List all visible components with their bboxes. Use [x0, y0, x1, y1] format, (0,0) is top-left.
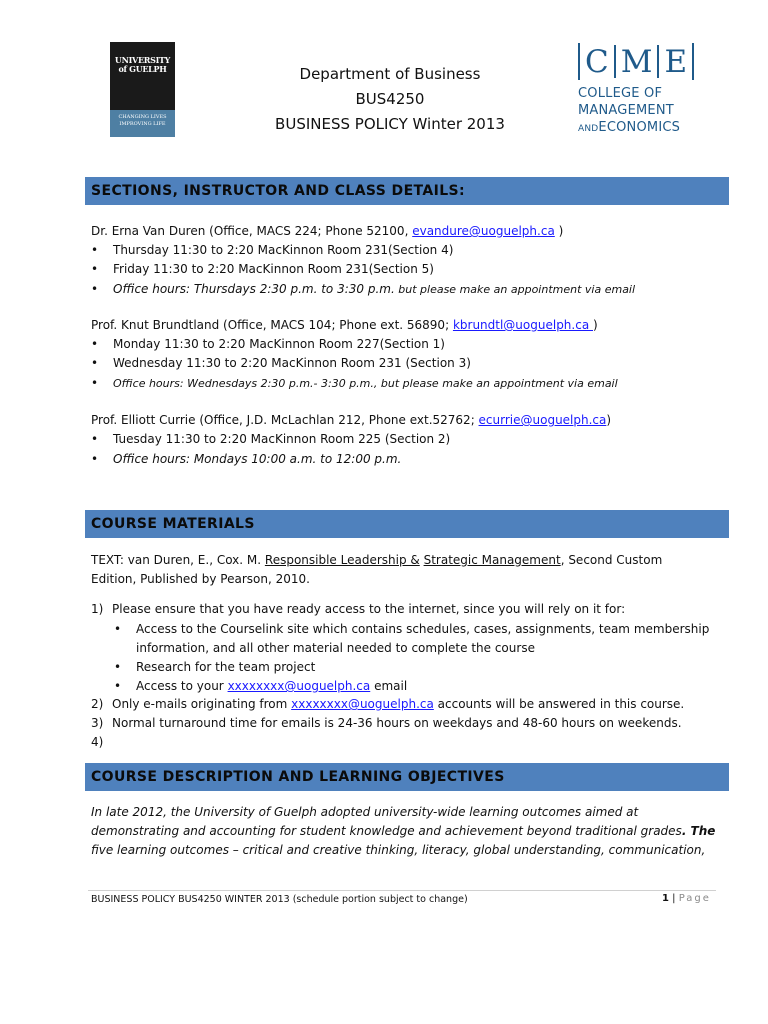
text-edition: , Second Custom: [560, 553, 663, 567]
numbered-item-4: [91, 733, 103, 752]
section-bar-instructors: SECTIONS, INSTRUCTOR AND CLASS DETAILS:: [85, 177, 729, 205]
footer-divider: [88, 890, 716, 891]
office-hours-label: Office hours: Thursdays 2:30 p.m. to 3:30 p.m.: [113, 282, 395, 296]
sub-item-text: Access to the Courselink site which contains schedules, cases, assignments, team membership: [136, 622, 710, 636]
logo-tagline: CHANGING LIVES IMPROVING LIFE: [118, 114, 167, 127]
numbered-item-2: [91, 695, 685, 714]
instructor-2-line: [91, 316, 598, 335]
email-link[interactable]: xxxxxxxx@uoguelph.ca: [227, 679, 371, 693]
section-bar-course-materials: COURSE MATERIALS: [85, 510, 729, 538]
cme-line-3: [578, 120, 680, 137]
item-post: accounts will be answered in this course.: [433, 697, 685, 711]
bullet: •: [91, 452, 99, 466]
book-title-part-2: Strategic Management: [423, 553, 561, 567]
bullet: •: [91, 243, 99, 257]
item-number: 2): [91, 697, 104, 711]
instructor-3-info: Prof. Elliott Currie (Office, J.D. McLachlan 212, Phone ext.52762;: [91, 413, 479, 427]
cme-and: AND: [578, 124, 599, 134]
bullet: •: [114, 660, 122, 674]
numbered-item-3: [91, 714, 682, 733]
textbook-line-2: Edition, Published by Pearson, 2010.: [91, 572, 310, 586]
instructor-3-line: [91, 411, 611, 430]
item-number: 4): [91, 735, 104, 749]
item-pre: Only e-mails originating from: [112, 697, 292, 711]
schedule-text: Wednesday 11:30 to 2:20 MacKinnon Room 231 (Section 3): [113, 356, 471, 370]
bullet: •: [91, 432, 99, 446]
item-number: 1): [91, 602, 104, 616]
department-title: Department of Business: [299, 65, 481, 83]
sub-item-pre: Access to your: [136, 679, 228, 693]
cme-letters-box: [578, 43, 694, 80]
bullet: •: [91, 356, 99, 370]
sub-item-text: Research for the team project: [136, 660, 316, 674]
numbered-item-1: [91, 600, 626, 619]
description-text: demonstrating and accounting for student knowledge and achievement beyond traditional grades: [91, 824, 682, 838]
page-separator: |: [668, 893, 679, 904]
page-number-value: 1: [662, 893, 669, 904]
office-hours-text: [113, 280, 635, 299]
item-number: 3): [91, 716, 104, 730]
description-line-2: [91, 822, 715, 841]
instructor-2-email-link[interactable]: kbrundtl@uoguelph.ca: [452, 318, 593, 332]
university-of-guelph-logo: [110, 42, 175, 137]
cme-line-2: MANAGEMENT: [578, 103, 674, 118]
instructor-3-email-link[interactable]: ecurrie@uoguelph.ca: [478, 413, 607, 427]
instructor-1-info: Dr. Erna Van Duren (Office, MACS 224; Phone 52100,: [91, 224, 413, 238]
item-text: Normal turnaround time for emails is 24-36 hours on weekdays and 48-60 hours on weekends.: [112, 716, 682, 730]
cme-line-1: COLLEGE OF: [578, 86, 663, 101]
footer-text: BUSINESS POLICY BUS4250 WINTER 2013 (schedule portion subject to change): [91, 894, 468, 905]
cme-logo: [578, 43, 693, 138]
instructor-1-line: [91, 222, 563, 241]
page-number: [662, 892, 711, 906]
schedule-text: Monday 11:30 to 2:20 MacKinnon Room 227(Section 1): [113, 337, 445, 351]
office-hours-text: Office hours: Wednesdays 2:30 p.m.- 3:30 p.m., but please make an appointment via email: [113, 377, 618, 390]
section-bar-course-description: COURSE DESCRIPTION AND LEARNING OBJECTIVES: [85, 763, 729, 791]
bullet: •: [91, 337, 99, 351]
office-hours-text: Office hours: Mondays 10:00 a.m. to 12:00 p.m.: [113, 452, 402, 466]
email-link[interactable]: xxxxxxxx@uoguelph.ca: [291, 697, 434, 711]
description-bold: . The: [681, 824, 716, 838]
bullet: •: [91, 376, 99, 390]
book-title-part-1: Responsible Leadership &: [264, 553, 420, 567]
cme-letter-e: E: [664, 43, 688, 80]
course-title: BUSINESS POLICY Winter 2013: [275, 115, 505, 133]
instructor-2-info: Prof. Knut Brundtland (Office, MACS 104; Phone ext. 56890;: [91, 318, 453, 332]
course-code: BUS4250: [355, 90, 425, 108]
instructor-1-email-link[interactable]: evandure@uoguelph.ca: [412, 224, 555, 238]
schedule-text: Friday 11:30 to 2:20 MacKinnon Room 231(Section 5): [113, 262, 434, 276]
schedule-text: Tuesday 11:30 to 2:20 MacKinnon Room 225 (Section 2): [113, 432, 451, 446]
description-line-3: five learning outcomes – critical and creative thinking, literacy, global understanding, communication,: [91, 843, 706, 857]
bullet: •: [114, 622, 122, 636]
description-line-1: In late 2012, the University of Guelph adopted university-wide learning outcomes aimed at: [91, 805, 639, 819]
logo-wordmark: UNIVERSITY of GUELPH: [114, 55, 171, 74]
item-text: [112, 695, 684, 714]
bullet: •: [114, 679, 122, 693]
instructor-3-close: ): [606, 413, 612, 427]
office-hours-note: but please make an appointment via email: [394, 283, 636, 296]
schedule-text: Thursday 11:30 to 2:20 MacKinnon Room 231(Section 4): [113, 243, 454, 257]
instructor-1-close: ): [554, 224, 564, 238]
cme-letter-m: M: [620, 43, 653, 80]
cme-economics: ECONOMICS: [598, 120, 681, 135]
sub-item-post: email: [370, 679, 408, 693]
textbook-line-1: [91, 551, 662, 570]
cme-letter-c: C: [585, 43, 609, 80]
page-word: Page: [678, 893, 711, 904]
bullet: •: [91, 282, 99, 296]
sub-item-text: [136, 677, 407, 696]
text-label: TEXT: van Duren, E., Cox. M.: [91, 553, 265, 567]
item-text: Please ensure that you have ready access to the internet, since you will rely on it for:: [112, 602, 626, 616]
instructor-2-close: ): [593, 318, 598, 332]
bullet: •: [91, 262, 99, 276]
sub-item-text: information, and all other material needed to complete the course: [136, 641, 535, 655]
